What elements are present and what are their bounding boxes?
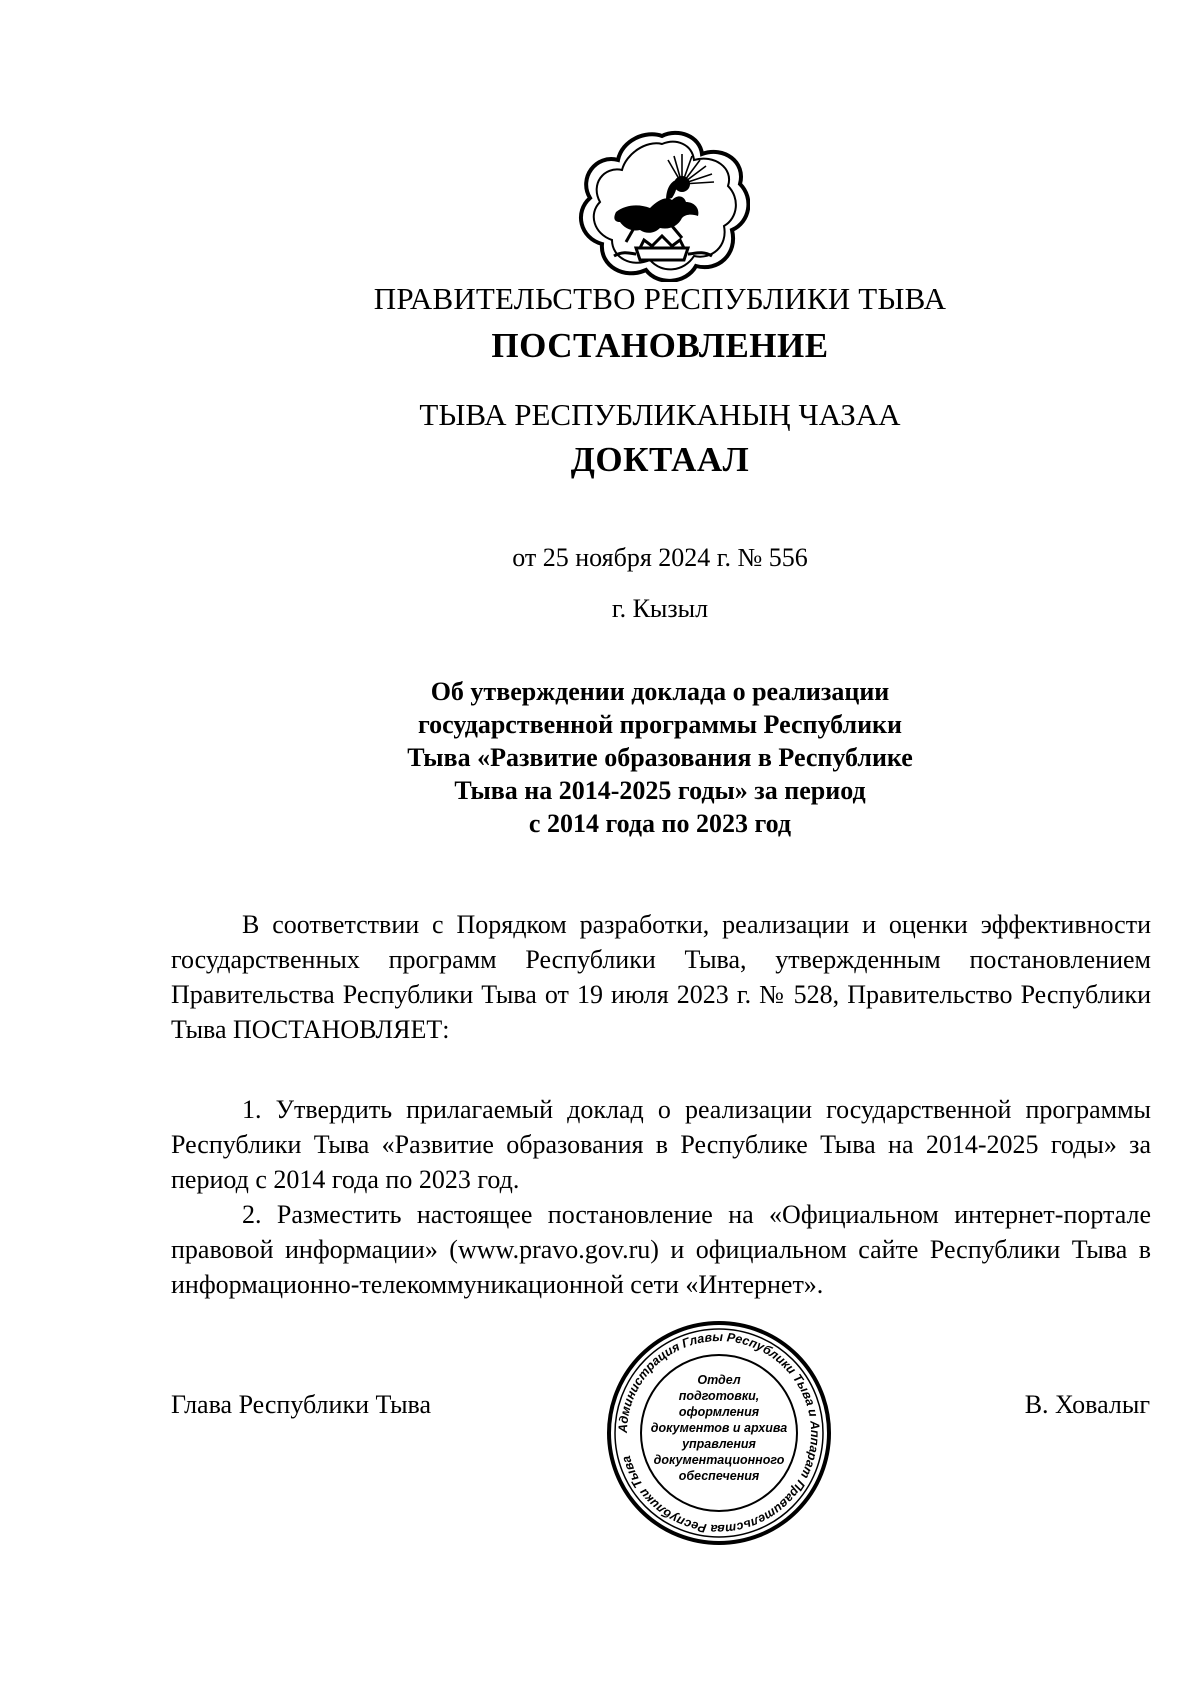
resolution-item-2: 2. Разместить настоящее постановление на «Официальном интернет-портале правовой информации» (www.pravo.gov.ru) и официальном сайте Республики Тыва в информационно-телекоммуникационной сети «Интернет». bbox=[171, 1200, 1151, 1299]
stamp-center-line: Отдел bbox=[697, 1373, 741, 1387]
document-type-tyv: ДОКТААЛ bbox=[570, 440, 750, 479]
resolution-items bbox=[171, 1092, 1151, 1302]
signer-title: Глава Республики Тыва bbox=[171, 1390, 432, 1419]
stamp-ring-text: Администрация Главы Республики Тыва и Аппарат Правительства Республики Тыва bbox=[615, 1329, 823, 1537]
stamp-center-line: документационного bbox=[653, 1453, 785, 1467]
document-date-number: от 25 ноября 2024 г. № 556 bbox=[512, 543, 808, 572]
document-title-line: Тыва «Развитие образования в Республике bbox=[407, 743, 913, 772]
resolution-item-1: 1. Утвердить прилагаемый доклад о реализации государственной программы Республики Тыва «Развитие образования в Республике Тыва на 2014-2025 годы» за период с 2014 года по 2023 год. bbox=[171, 1095, 1151, 1194]
document-city: г. Кызыл bbox=[611, 594, 709, 623]
government-name-ru: ПРАВИТЕЛЬСТВО РЕСПУБЛИКИ ТЫВА bbox=[373, 281, 947, 316]
document-title-line: государственной программы Республики bbox=[417, 710, 903, 739]
document-title-line: с 2014 года по 2023 год bbox=[528, 809, 792, 838]
stamp-center-line: обеспечения bbox=[678, 1469, 760, 1483]
stamp-center-line: подготовки, bbox=[678, 1389, 760, 1403]
document-title-line: Об утверждении доклада о реализации bbox=[430, 677, 890, 706]
signer-name: В. Ховалыг bbox=[1024, 1390, 1150, 1419]
preamble-paragraph: В соответствии с Порядком разработки, реализации и оценки эффективности государственных программ Республики Тыва, утвержденным постановлением Правительства Республики Тыва от 19 июля 2023 г. № 528, Правительство Республики Тыва ПОСТАНОВЛЯЕТ: bbox=[171, 910, 1151, 1044]
document-title-line: Тыва на 2014-2025 годы» за период bbox=[454, 776, 866, 805]
stamp-center-line: оформления bbox=[678, 1405, 760, 1419]
preamble-section bbox=[171, 907, 1151, 1047]
stamp-center-line: документов и архива bbox=[650, 1421, 788, 1435]
government-name-tyv: ТЫВА РЕСПУБЛИКАНЫҢ ЧАЗАА bbox=[419, 397, 901, 432]
document-type-ru: ПОСТАНОВЛЕНИЕ bbox=[491, 326, 829, 365]
tyva-emblem-icon bbox=[574, 130, 750, 282]
document-title bbox=[0, 675, 1200, 840]
stamp-center-line: управления bbox=[682, 1437, 756, 1451]
official-stamp bbox=[604, 1318, 834, 1548]
